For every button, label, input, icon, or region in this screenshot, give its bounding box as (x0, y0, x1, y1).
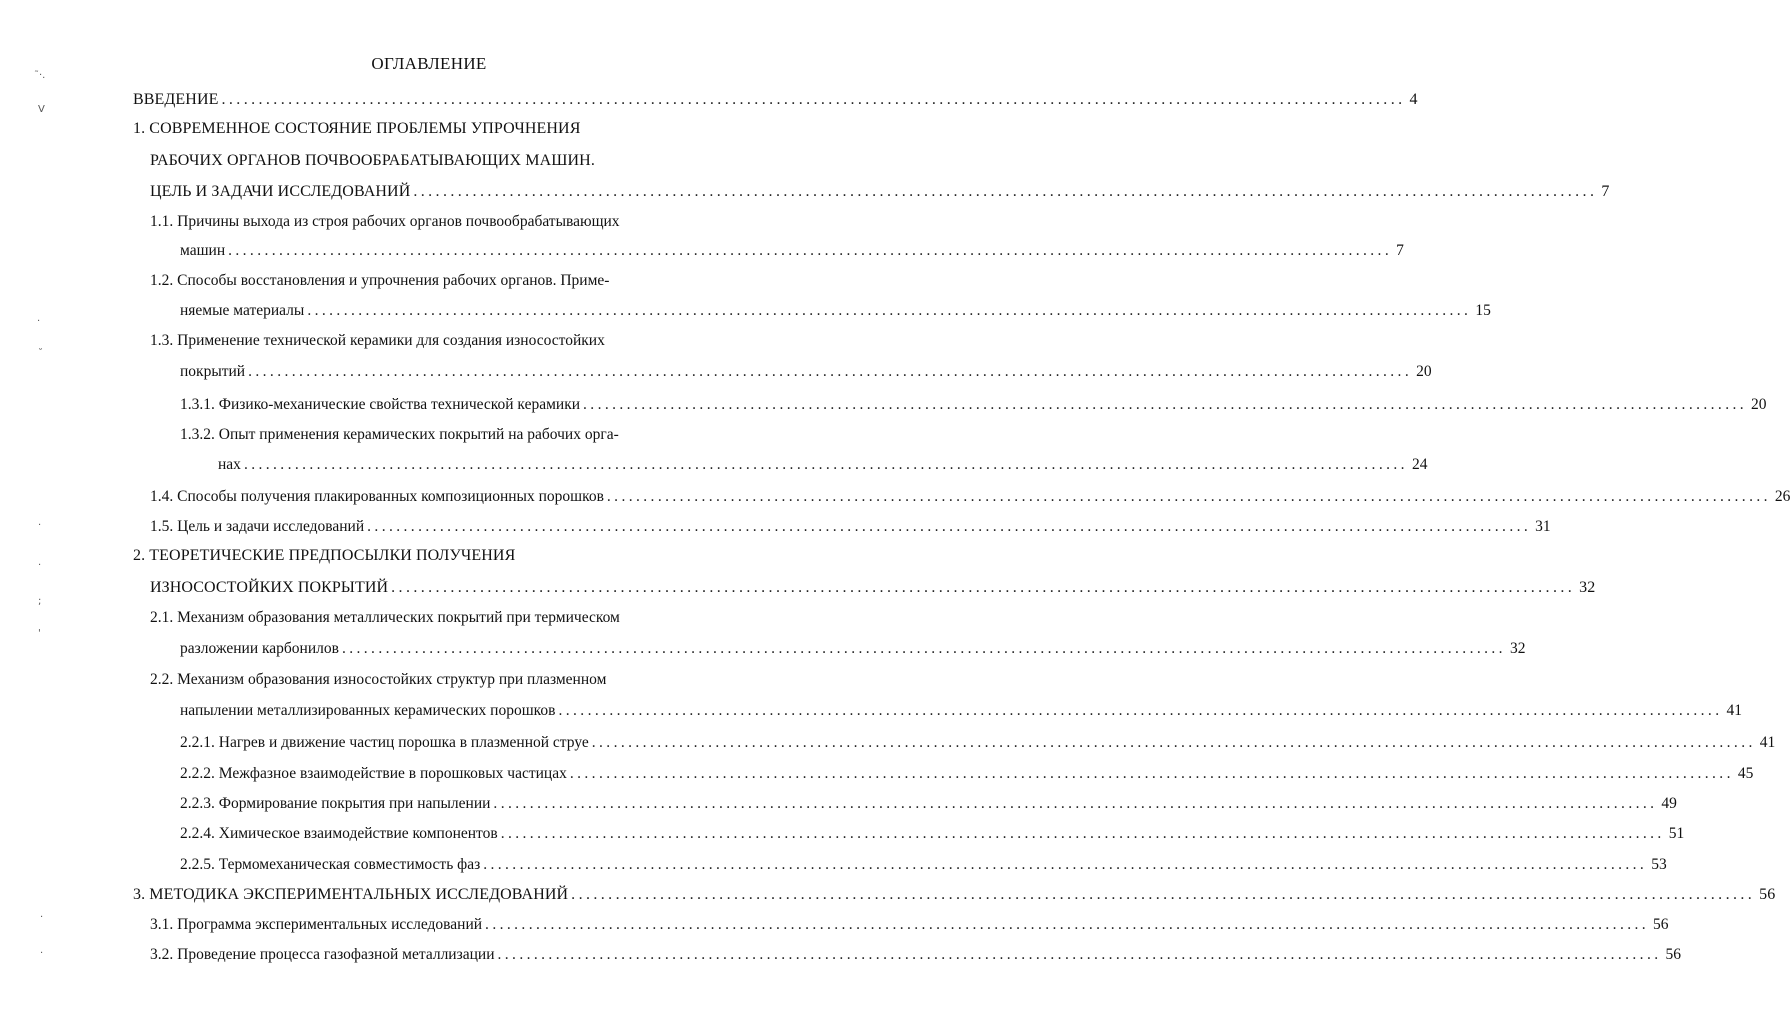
scan-mark-1: ˜·. (34, 70, 46, 81)
toc-entry-title: 1.5. Цель и задачи исследований (150, 518, 365, 535)
scan-mark-3: · (37, 316, 41, 327)
toc-dot-leader: ................................................................................................................................................................ (243, 456, 1408, 473)
toc-entry: РАБОЧИХ ОРГАНОВ ПОЧВООБРАБАТЫВАЮЩИХ МАШИН. (150, 152, 595, 169)
toc-entry: 2.2. Механизм образования износостойких структур при плазменном (150, 671, 607, 688)
toc-dot-leader: ................................................................................................................................................................ (307, 302, 1472, 319)
toc-dot-leader: ................................................................................................................................................................ (341, 640, 1506, 657)
scan-mark-6: · (38, 560, 42, 571)
toc-entry (180, 823, 1685, 845)
toc-entry-title: 3. МЕТОДИКА ЭКСПЕРИМЕНТАЛЬНЫХ ИССЛЕДОВАНИЙ (133, 886, 569, 903)
toc-entry (150, 181, 1610, 203)
toc-dot-leader: ................................................................................................................................................................ (248, 363, 1413, 380)
toc-dot-leader: ................................................................................................................................................................ (497, 946, 1662, 963)
toc-entry (180, 793, 1677, 815)
toc-entry (180, 854, 1667, 876)
toc-entry (180, 394, 1767, 416)
toc-dot-leader: ................................................................................................................................................................ (569, 765, 1734, 782)
toc-entry-page: 7 (1396, 242, 1404, 259)
scan-mark-5: · (38, 520, 42, 531)
toc-entry-page: 4 (1409, 91, 1418, 108)
toc-dot-leader: ................................................................................................................................................................ (583, 396, 1748, 413)
toc-dot-leader: ................................................................................................................................................................ (493, 795, 1658, 812)
toc-dot-leader: ................................................................................................................................................................ (558, 702, 1723, 719)
toc-entry-title: 2.2.1. Нагрев и движение частиц порошка в плазменной струе (180, 734, 589, 751)
toc-entry (180, 240, 1404, 262)
toc-entry-title: машин (180, 242, 226, 259)
toc-entry (180, 700, 1742, 722)
toc-dot-leader: ................................................................................................................................................................ (413, 183, 1598, 200)
toc-entry-title: ИЗНОСОСТОЙКИХ ПОКРЫТИЙ (150, 579, 389, 596)
toc-entry (133, 89, 1418, 111)
toc-entry: 1.2. Способы восстановления и упрочнения рабочих органов. Приме- (150, 272, 610, 289)
toc-dot-leader: ................................................................................................................................................................ (367, 518, 1532, 535)
toc-entry (218, 454, 1428, 476)
toc-entry (180, 732, 1776, 754)
toc-entry-title: 3.2. Проведение процесса газофазной металлизации (150, 946, 495, 963)
toc-entry-page: 32 (1579, 579, 1596, 596)
toc-dot-leader: ................................................................................................................................................................ (483, 856, 1648, 873)
toc-entry-page: 56 (1653, 916, 1669, 933)
toc-dot-leader: ................................................................................................................................................................ (391, 579, 1576, 596)
toc-entry (180, 638, 1526, 660)
toc-entry-title: 3.1. Программа экспериментальных исследований (150, 916, 483, 933)
toc-entry-title: няемые материалы (180, 302, 305, 319)
toc-entry (180, 763, 1754, 785)
scan-mark-8: ' (38, 628, 41, 639)
toc-entry: 1.3.2. Опыт применения керамических покрытий на рабочих орга- (180, 426, 619, 443)
toc-entry-title: 2.2.3. Формирование покрытия при напылении (180, 795, 491, 812)
toc-entry-page: 41 (1759, 734, 1776, 751)
toc-entry-page: 32 (1509, 640, 1526, 657)
toc-entry (133, 884, 1776, 906)
toc-dot-leader: ................................................................................................................................................................ (221, 91, 1406, 108)
scan-mark-4: ˘ (38, 348, 43, 359)
scan-mark-7: ; (38, 596, 42, 607)
toc-entry (150, 486, 1790, 508)
toc-entry (180, 300, 1491, 322)
toc-entry-title: 2.2.2. Межфазное взаимодействие в порошковых частицах (180, 765, 567, 782)
toc-entry (150, 914, 1669, 936)
toc-entry-title: 1.3.1. Физико-механические свойства технической керамики (180, 396, 581, 413)
toc-dot-leader: ................................................................................................................................................................ (228, 242, 1393, 259)
toc-entry-page: 7 (1601, 183, 1610, 200)
toc-entry-title: разложении карбонилов (180, 640, 339, 657)
toc-entry-title: ЦЕЛЬ И ЗАДАЧИ ИССЛЕДОВАНИЙ (150, 183, 411, 200)
toc-heading: ОГЛАВЛЕНИЕ (371, 54, 487, 73)
toc-entry: 2.1. Механизм образования металлических покрытий при термическом (150, 609, 620, 626)
toc-entry-title: 1.4. Способы получения плакированных композиционных порошков (150, 488, 604, 505)
toc-dot-leader: ................................................................................................................................................................ (571, 886, 1756, 903)
toc-dot-leader: ................................................................................................................................................................ (591, 734, 1756, 751)
toc-entry (150, 944, 1681, 966)
scan-mark-9: · (40, 912, 44, 923)
toc-entry-title: напылении металлизированных керамических порошков (180, 702, 556, 719)
toc-entry-page: 26 (1774, 488, 1790, 505)
toc-entry: 1.1. Причины выхода из строя рабочих органов почвообрабатывающих (150, 213, 620, 230)
toc-dot-leader: ................................................................................................................................................................ (500, 825, 1665, 842)
toc-entry-title: 2.2.4. Химическое взаимодействие компонентов (180, 825, 498, 842)
toc-entry-title: ВВЕДЕНИЕ (133, 91, 219, 108)
toc-entry (150, 516, 1551, 538)
scan-mark-2: V (38, 104, 45, 115)
toc-entry-page: 56 (1665, 946, 1681, 963)
toc-entry-page: 53 (1651, 856, 1667, 873)
toc-entry: 1.3. Применение технической керамики для создания износостойких (150, 332, 605, 349)
toc-entry-page: 20 (1416, 363, 1432, 380)
toc-entry-page: 20 (1751, 396, 1767, 413)
toc-entry-page: 56 (1759, 886, 1776, 903)
toc-dot-leader: ................................................................................................................................................................ (485, 916, 1650, 933)
toc-entry-page: 41 (1726, 702, 1742, 719)
toc-entry-page: 51 (1668, 825, 1685, 842)
toc-entry: 2. ТЕОРЕТИЧЕСКИЕ ПРЕДПОСЫЛКИ ПОЛУЧЕНИЯ (133, 547, 516, 564)
toc-entry-title: 2.2.5. Термомеханическая совместимость фаз (180, 856, 481, 873)
scan-mark-10: · (40, 948, 44, 959)
toc-dot-leader: ................................................................................................................................................................ (606, 488, 1771, 505)
toc-entry: 1. СОВРЕМЕННОЕ СОСТОЯНИЕ ПРОБЛЕМЫ УПРОЧНЕНИЯ (133, 120, 581, 137)
toc-entry-page: 45 (1737, 765, 1754, 782)
toc-entry-title: покрытий (180, 363, 246, 380)
toc-entry (150, 577, 1596, 599)
toc-entry-title: нах (218, 456, 241, 473)
toc-entry (180, 361, 1432, 383)
toc-entry-page: 15 (1475, 302, 1491, 319)
toc-entry-page: 24 (1411, 456, 1428, 473)
toc-entry-page: 49 (1661, 795, 1677, 812)
toc-entry-page: 31 (1535, 518, 1551, 535)
